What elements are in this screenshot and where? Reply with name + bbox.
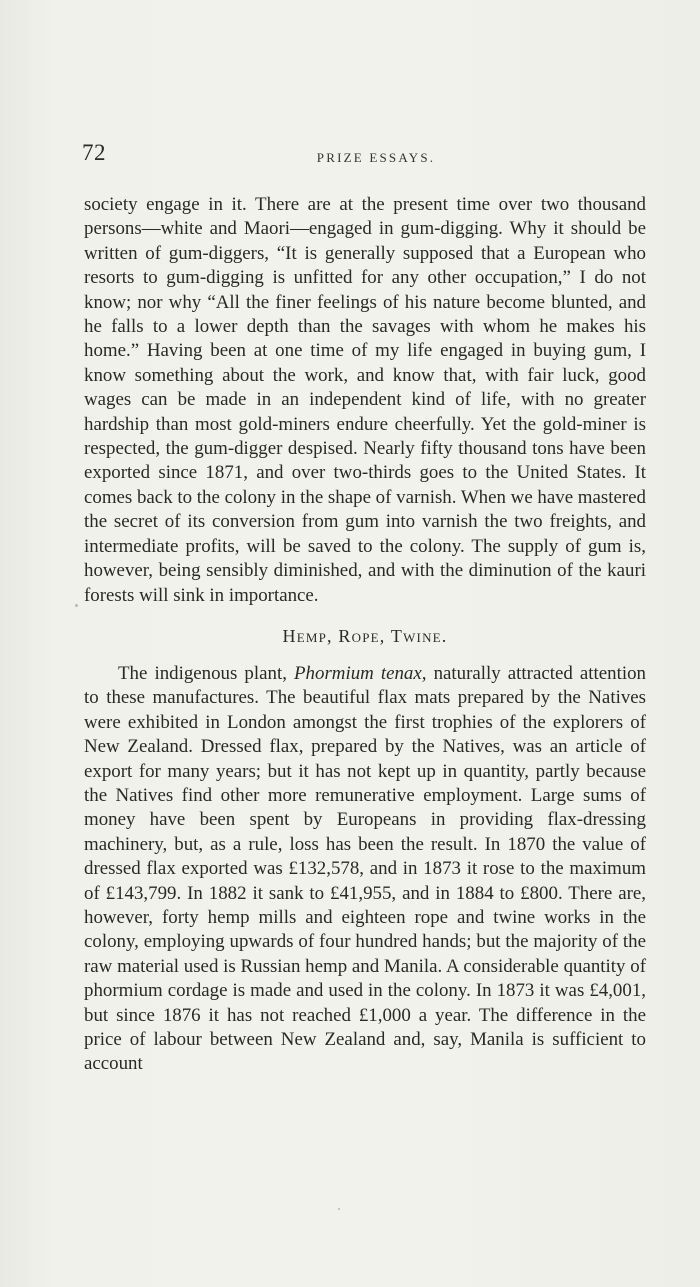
page-number: 72 bbox=[82, 140, 106, 165]
section-heading: Hemp, Rope, Twine. bbox=[282, 625, 448, 646]
species-name: Phormium tenax, bbox=[294, 662, 427, 684]
page-header bbox=[82, 140, 646, 180]
paper-speck bbox=[75, 604, 78, 607]
paragraph-hemp bbox=[84, 662, 646, 1077]
paragraph-gum-digging: society engage in it. There are at the present time over two thousand persons—white and Maori—engaged in gum-digging. Why it should be written of gum-diggers, “It is generally supposed that a European who resorts to gum-digging is unfitted for any other occupation,” I do not know; nor why “All the finer feelings of his nature become blunted, and he falls to a lower depth than the savages with whom he makes his home.” Having been at one time of my life engaged in buying gum, I know something about the work, and know that, with fair luck, good wages can be made in an independent kind of life, with no greater hardship than most gold-miners endure cheerfully. Yet the gold-miner is respected, the gum-digger despised. Nearly fifty thousand tons have been exported since 1871, and over two-thirds goes to the United States. It comes back to the colony in the shape of varnish. When we have mastered the secret of its conversion from gum into varnish the two freights, and intermediate profits, will be saved to the colony. The supply of gum is, however, being sensibly diminished, and with the diminution of the kauri forests will sink in importance. bbox=[84, 194, 646, 606]
body-text bbox=[84, 193, 646, 1077]
paragraph-hemp-body: naturally attracted attention to these manufactures. The beautiful flax mats prepared by the Natives were exhibited in London amongst the first trophies of the explorers of New Zealand. Dressed flax, prepared by the Natives, was an article of export for many years; but it has not kept up in quantity, partly because the Natives find other more remunerative employment. Large sums of money have been spent by Europeans in providing flax-dressing machinery, but, as a rule, loss has been the result. In 1870 the value of dressed flax exported was £132,578, and in 1873 it rose to the maximum of £143,799. In 1882 it sank to £41,955, and in 1884 to £800. There are, however, forty hemp mills and eighteen rope and twine works in the colony, employing upwards of four hundred hands; but the majority of the raw material used is Russian hemp and Manila. A considerable quantity of phormium cordage is made and used in the colony. In 1873 it was £4,001, but since 1876 it has not reached £1,000 a year. The difference in the price of labour between New Zealand and, say, Manila is sufficient to account bbox=[84, 662, 646, 1075]
running-title: PRIZE ESSAYS. bbox=[316, 150, 436, 165]
paper-speck bbox=[338, 1208, 340, 1210]
paragraph-hemp-intro: The indigenous plant, bbox=[118, 662, 295, 684]
